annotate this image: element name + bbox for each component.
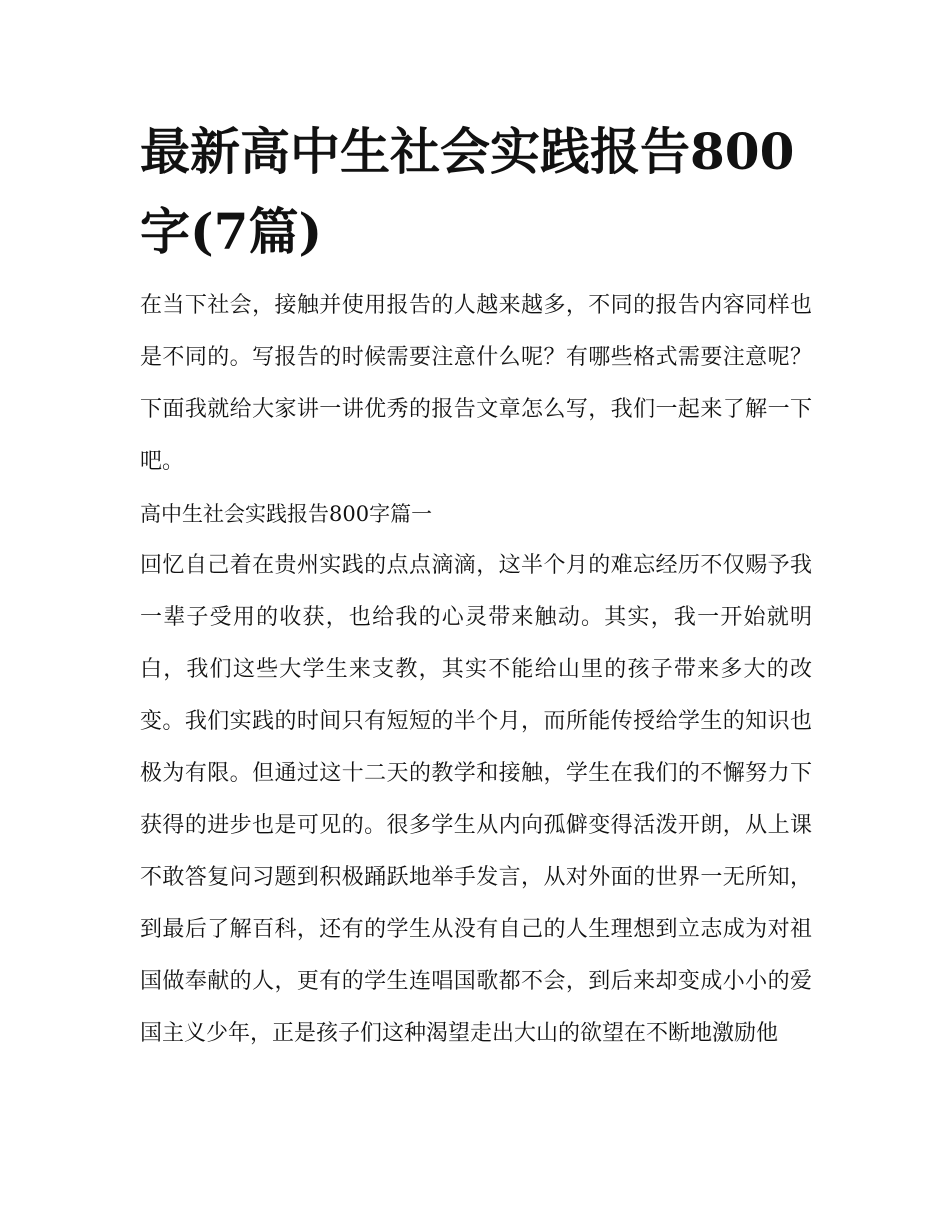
document-title (140, 112, 812, 272)
section-body-paragraph: 回忆自己着在贵州实践的点点滴滴，这半个月的难忘经历不仅赐予我一辈子受用的收获，也给我的心灵带来触动。其实，我一开始就明白，我们这些大学生来支教，其实不能给山里的孩子带来多大的改变。我们实践的时间只有短短的半个月，而所能传授给学生的知识也极为有限。但通过这十二天的教学和接触，学生在我们的不懈努力下获得的进步也是可见的。很多学生从内向孤僻变得活泼开朗，从上课不敢答复问习题到积极踊跃地举手发言，从对外面的世界一无所知，到最后了解百科，还有的学生从没有自己的人生理想到立志成为对祖国做奉献的人，更有的学生连唱国歌都不会，到后来却变成小小的爱国主义少年，正是孩子们这种渴望走出大山的欲望在不断地激励他 (140, 553, 812, 1046)
document-page (140, 112, 812, 1060)
section-heading: 高中生社会实践报告800字篇一 (140, 502, 433, 526)
intro-paragraph: 在当下社会，接触并使用报告的人越来越多，不同的报告内容同样也是不同的。写报告的时候需要注意什么呢？有哪些格式需要注意呢？下面我就给大家讲一讲优秀的报告文章怎么写，我们一起来了解一下吧。 (140, 293, 812, 474)
title-text: 最新高中生社会实践报告800字(7篇) (140, 122, 795, 261)
